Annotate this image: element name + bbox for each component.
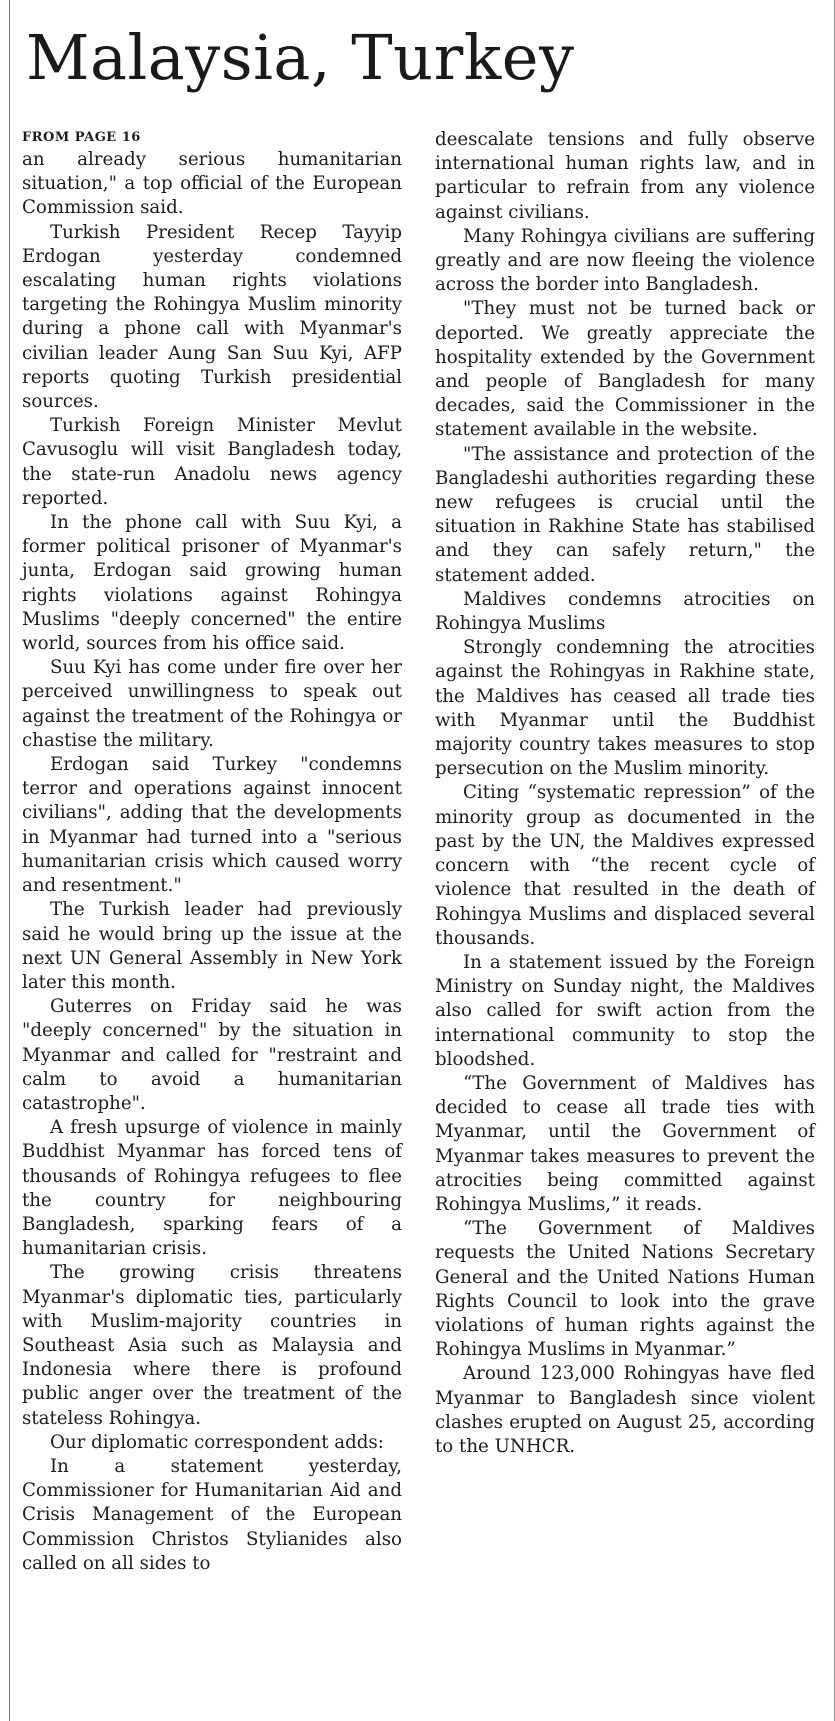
paragraph: The Turkish leader had previously said he would bring up the issue at the next UN General Assembly in New York later this month.	[22, 899, 402, 993]
paragraph: Turkish President Recep Tayyip Erdogan yesterday condemned escalating human rights violations targeting the Rohingya Muslim minority during a phone call with Myanmar's civilian leader Aung San Suu Kyi, AFP reports quoting Turkish presidential sources.	[22, 221, 402, 413]
paragraph: Turkish Foreign Minister Mevlut Cavusoglu will visit Bangladesh today, the state-run Anadolu news agency reported.	[22, 415, 402, 509]
column-rule-left	[9, 0, 10, 1721]
paragraph: In a statement yesterday, Commissioner for Humanitarian Aid and Crisis Management of the European Commission Christos Stylianides also called on all sides to	[22, 1455, 402, 1574]
headline: Malaysia, Turkey	[26, 21, 575, 94]
paragraph: Citing “systematic repression” of the minority group as documented in the past by the UN, the Maldives expressed concern with “the recent cycle of violence that resulted in the death of Rohingya Muslims and displaced several thousands.	[435, 782, 815, 949]
paragraph: “The Government of Maldives has decided to cease all trade ties with Myanmar, until the Government of Myanmar takes measures to prevent the atrocities being committed against Rohingya Muslims,” it reads.	[435, 1072, 815, 1215]
paragraph: In the phone call with Suu Kyi, a former political prisoner of Myanmar's junta, Erdogan said growing human rights violations against Rohingya Muslims "deeply concerned" the entire world, sources from his office said.	[22, 512, 402, 655]
paragraph: Guterres on Friday said he was "deeply concerned" by the situation in Myanmar and called for "restraint and calm to avoid a humanitarian catastrophe".	[22, 996, 402, 1114]
paragraph: Suu Kyi has come under fire over her perceived unwillingness to speak out against the treatment of the Rohingya or chastise the military.	[22, 657, 402, 751]
paragraph: Our diplomatic correspondent adds:	[50, 1431, 384, 1453]
paragraph: “The Government of Maldives requests the United Nations Secretary General and the United Nations Human Rights Council to look into the grave violations of human rights against the Rohingya Muslims in Myanmar.”	[435, 1218, 815, 1361]
jump-label: FROM PAGE 16	[22, 130, 141, 145]
paragraph: "The assistance and protection of the Bangladeshi authorities regarding these new refugees is crucial until the situation in Rakhine State has stabilised and they can safely return," the statement added.	[435, 443, 815, 586]
paragraph: In a statement issued by the Foreign Ministry on Sunday night, the Maldives also called for swift action from the international community to stop the bloodshed.	[435, 951, 815, 1070]
paragraph: an already serious humanitarian situation," a top official of the European Commission said.	[22, 149, 402, 219]
paragraph: The growing crisis threatens Myanmar's diplomatic ties, particularly with Muslim-majority countries in Southeast Asia such as Malaysia and Indonesia where there is profound public anger over the treatment of the stateless Rohingya.	[22, 1262, 402, 1429]
article-column-right	[435, 128, 815, 1459]
paragraph: Around 123,000 Rohingyas have fled Myanmar to Bangladesh since violent clashes erupted on August 25, according to the UNHCR.	[435, 1363, 815, 1457]
subheading: Maldives condemns atrocities on Rohingya Muslims	[435, 588, 815, 635]
paragraph: Erdogan said Turkey "condemns terror and operations against innocent civilians", adding that the developments in Myanmar had turned into a "serious humanitarian crisis which caused worry and resentment."	[22, 754, 402, 897]
paragraph: "They must not be turned back or deported. We greatly appreciate the hospitality extended by the Government and people of Bangladesh for many decades, said the Commissioner in the statement available in the website.	[435, 298, 815, 441]
paragraph: Many Rohingya civilians are suffering greatly and are now fleeing the violence across the border into Bangladesh.	[435, 225, 815, 296]
paragraph: A fresh upsurge of violence in mainly Buddhist Myanmar has forced tens of thousands of Rohingya refugees to flee the country for neighbouring Bangladesh, sparking fears of a humanitarian crisis.	[22, 1117, 402, 1260]
paragraph: Strongly condemning the atrocities against the Rohingyas in Rakhine state, the Maldives has ceased all trade ties with Myanmar until the Buddhist majority country takes measures to stop persecution on the Muslim minority.	[435, 637, 815, 780]
paragraph: deescalate tensions and fully observe international human rights law, and in particular to refrain from any violence against civilians.	[435, 129, 815, 223]
article-column-left	[22, 128, 402, 1576]
